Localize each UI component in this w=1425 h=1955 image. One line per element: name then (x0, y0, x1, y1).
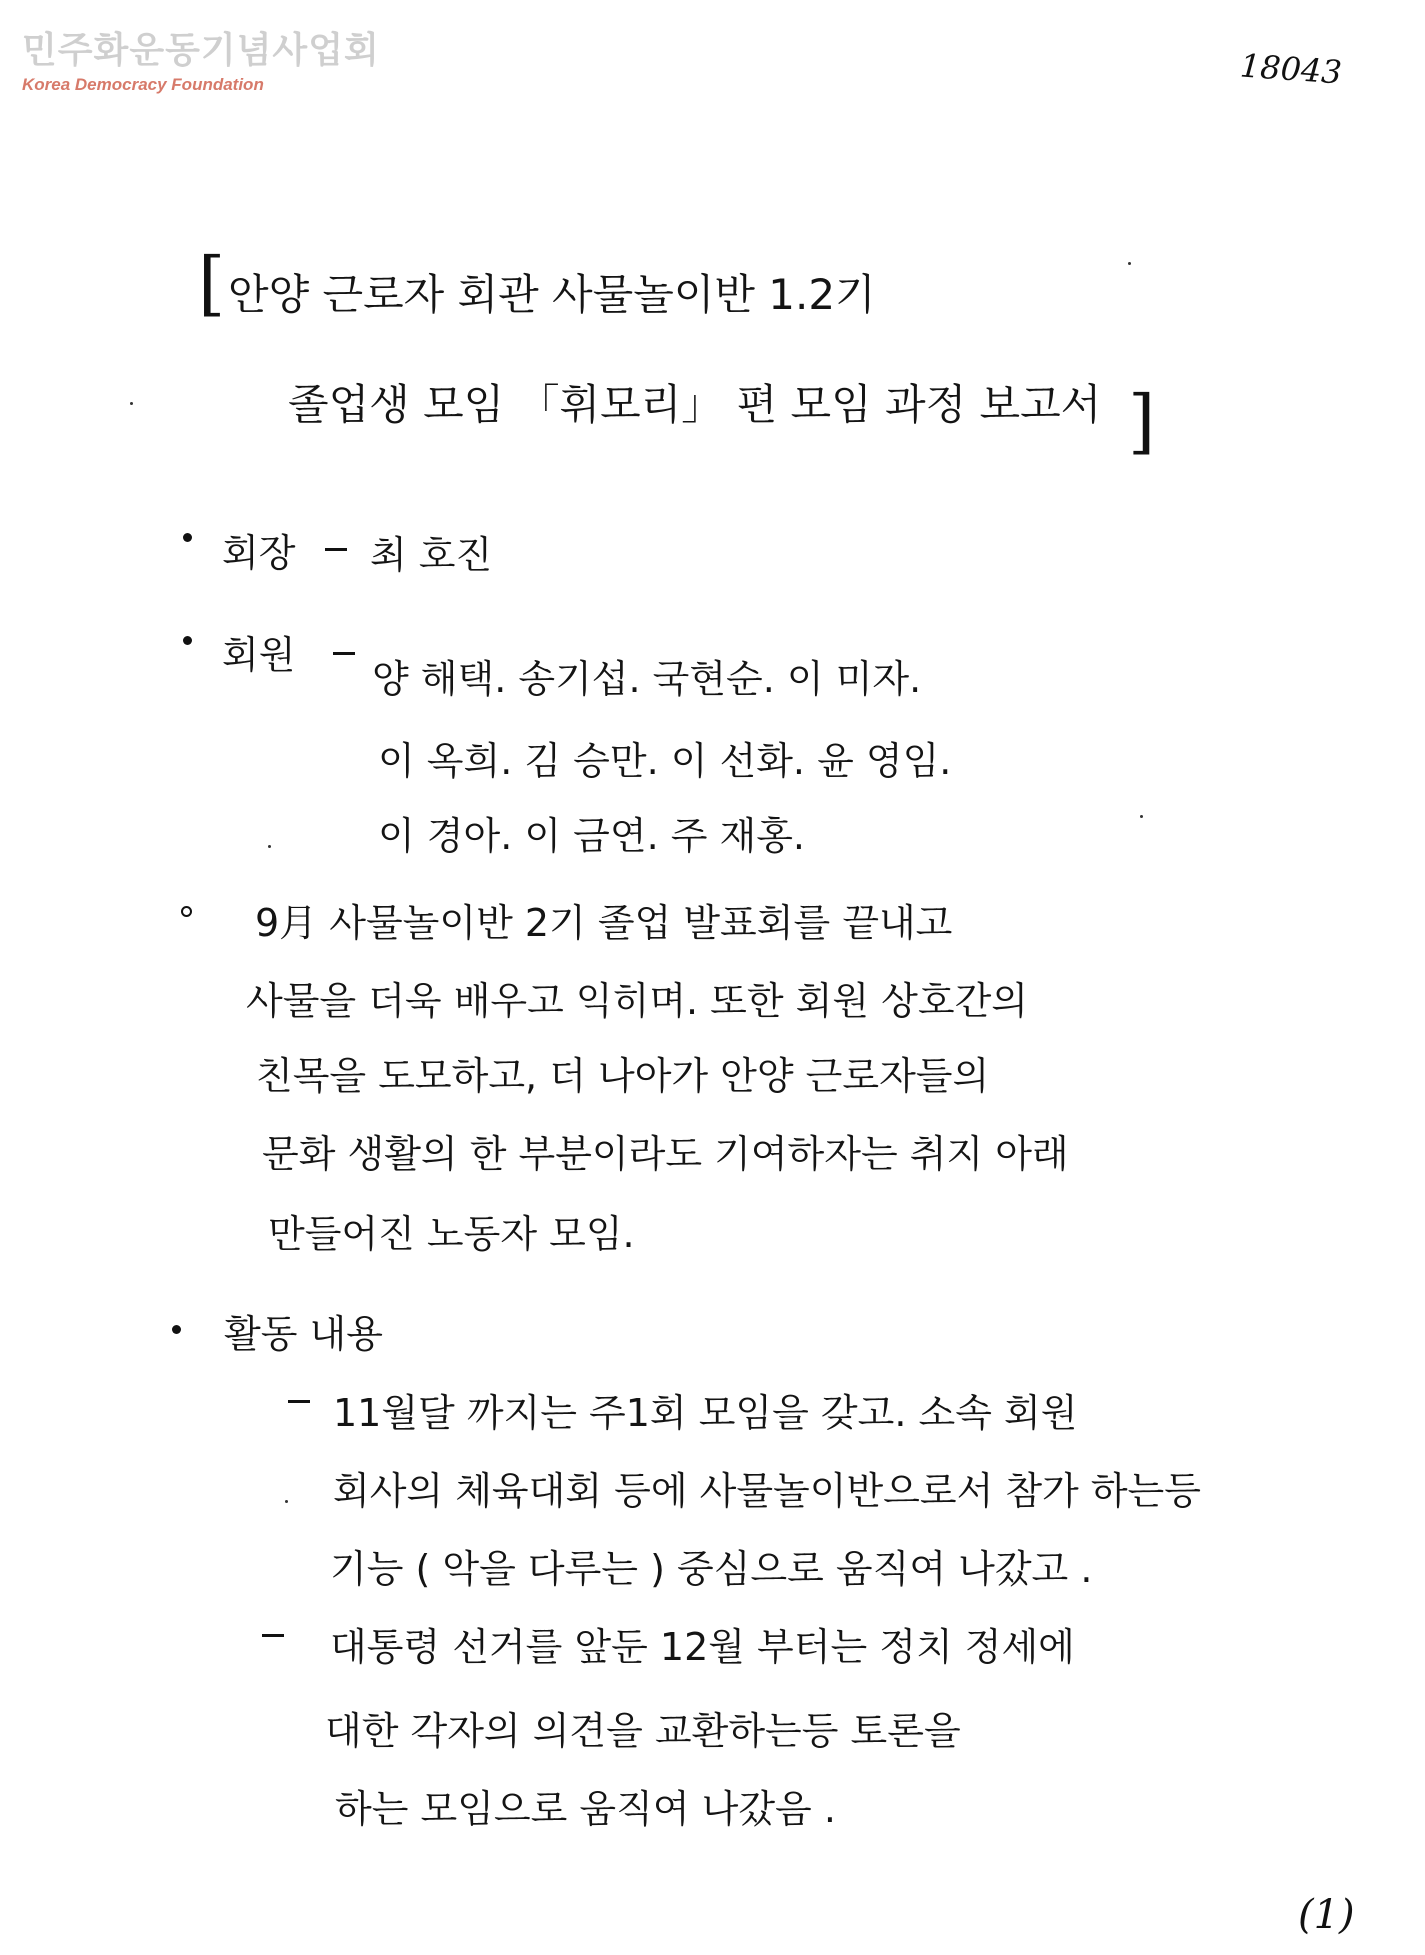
purpose-line-4: 문화 생활의 한 부분이라도 기여하자는 취지 아래 (262, 1132, 1069, 1176)
members-label: 회원 (222, 633, 296, 677)
title-close-bracket: ] (1128, 380, 1156, 462)
members-line-1: 양 해택. 송기섭. 국현순. 이 미자. (372, 657, 922, 701)
president-name: 최 호진 (370, 533, 493, 577)
scan-speck (1128, 262, 1131, 265)
scan-speck (285, 1500, 288, 1503)
bullet-point (183, 636, 192, 645)
bullet-point (183, 533, 192, 542)
purpose-line-3: 친목을 도모하고, 더 나아가 안양 근로자들의 (256, 1054, 990, 1098)
activity-2-line-3: 하는 모임으로 움직여 나갔음 . (335, 1787, 836, 1831)
watermark-english: Korea Democracy Foundation (22, 75, 264, 94)
purpose-line-5: 만들어진 노동자 모임. (268, 1212, 635, 1256)
activity-2-line-2: 대한 각자의 의견을 교환하는등 토론을 (325, 1709, 961, 1753)
activity-1-line-1: 11월달 까지는 주1회 모임을 갖고. 소속 회원 (333, 1391, 1078, 1435)
members-line-3: 이 경아. 이 금연. 주 재홍. (378, 814, 806, 858)
dash-mark (262, 1634, 284, 1637)
dash-mark (333, 652, 355, 655)
bullet-point (172, 1325, 181, 1334)
dash-mark (288, 1400, 310, 1403)
purpose-line-2: 사물을 더욱 배우고 익히며. 또한 회원 상호간의 (246, 979, 1029, 1023)
watermark-logo (22, 22, 380, 95)
title-line-2: 졸업생 모임 「휘모리」 편 모임 과정 보고서 (288, 380, 1102, 429)
members-line-2: 이 옥희. 김 승만. 이 선화. 윤 영임. (378, 739, 952, 783)
bullet-point (181, 906, 192, 917)
scan-speck (268, 845, 271, 848)
activities-heading: 활동 내용 (224, 1312, 383, 1356)
title-line-1: 안양 근로자 회관 사물놀이반 1.2기 (228, 270, 876, 319)
watermark-korean: 민주화운동기념사업회 (22, 30, 380, 71)
title-open-bracket: [ (198, 242, 226, 324)
scan-speck (1140, 815, 1143, 818)
activity-2-line-1: 대통령 선거를 앞둔 12월 부터는 정치 정세에 (330, 1625, 1075, 1669)
activity-1-line-3: 기능 ( 악을 다루는 ) 중심으로 움직여 나갔고 . (330, 1547, 1093, 1591)
purpose-line-1: 9月 사물놀이반 2기 졸업 발표회를 끝내고 (255, 901, 953, 945)
document-number: 18043 (1238, 46, 1343, 92)
president-label: 회장 (222, 531, 296, 575)
dash-mark (325, 548, 347, 551)
page-mark: (1) (1298, 1892, 1355, 1938)
scan-speck (130, 402, 133, 405)
activity-1-line-2: 회사의 체육대회 등에 사물놀이반으로서 참가 하는등 (333, 1469, 1201, 1513)
